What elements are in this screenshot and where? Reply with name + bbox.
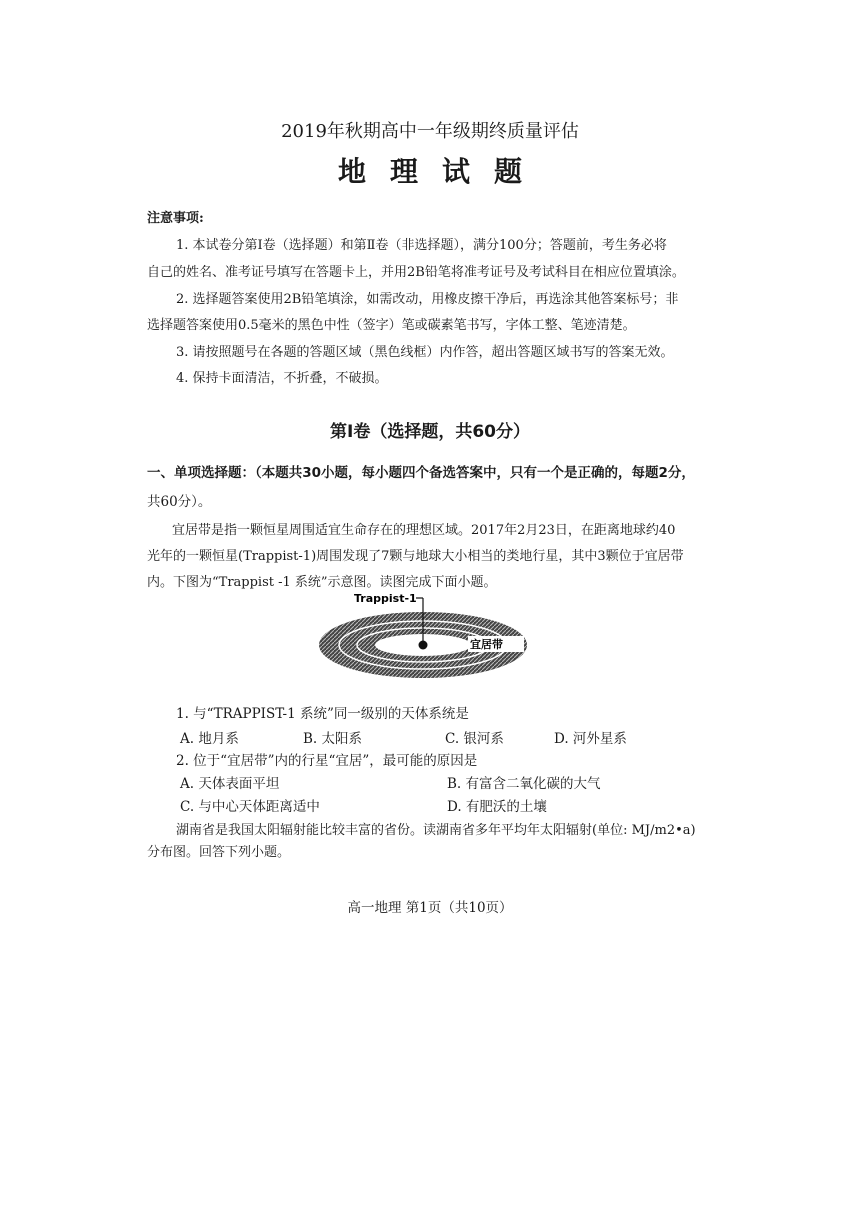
subject-title: 地理试题 [337, 155, 546, 188]
notice-line: 自己的姓名、准考证号填写在答题卡上，并用2B铅笔将准考证号及考试科目在相应位置填涂。 [147, 265, 685, 280]
q2-option-b: B. 有富含二氧化碳的大气 [447, 776, 601, 792]
trappist-diagram [318, 586, 528, 696]
notice-line: 选择题答案使用0.5毫米的黑色中性（签字）笔或碳素笔书写，字体工整、笔迹清楚。 [147, 318, 636, 333]
instruction-text: 一、单项选择题：（本题共30小题，每小题四个备选答案中，只有一个是正确的，每题2分， [147, 465, 695, 481]
passage2-line: 湖南省是我国太阳辐射能比较丰富的省份。读湖南省多年平均年太阳辐射(单位: MJ/m2•a) [176, 823, 696, 838]
notice-line: 3. 请按照题号在各题的答题区域（黑色线框）内作答，超出答题区域书写的答案无效。 [176, 345, 674, 360]
page-footer: 高一地理 第1页（共10页） [347, 900, 513, 916]
q1-option-a: A. 地月系 [180, 731, 239, 747]
exam-title: 2019年秋期高中一年级期终质量评估 [281, 121, 579, 142]
q2-option-a: A. 天体表面平坦 [180, 776, 280, 792]
notice-line: 2. 选择题答案使用2B铅笔填涂，如需改动，用橡皮擦干净后，再选涂其他答案标号；非 [176, 292, 679, 307]
passage-line: 光年的一颗恒星(Trappist-1)周围发现了7颗与地球大小相当的类地行星，其中3颗位于宜居带 [147, 549, 684, 564]
notice-line: 1. 本试卷分第Ⅰ卷（选择题）和第Ⅱ卷（非选择题），满分100分；答题前，考生务必将 [176, 238, 667, 253]
star-label: Trappist-1 [354, 592, 417, 605]
question-2-stem: 2. 位于“宜居带”内的行星“宜居”，最可能的原因是 [176, 753, 478, 769]
passage-line: 内。下图为“Trappist -1 系统”示意图。读图完成下面小题。 [147, 575, 497, 590]
section-instruction-cont: 共60分）。 [147, 494, 212, 510]
section-title: 第Ⅰ卷（选择题，共60分） [330, 422, 530, 442]
q1-option-d: D. 河外星系 [554, 731, 627, 747]
passage-line: 宜居带是指一颗恒星周围适宜生命存在的理想区域。2017年2月23日，在距离地球约40 [172, 523, 676, 538]
q1-option-c: C. 银河系 [445, 731, 504, 747]
section-instruction [147, 461, 695, 481]
q1-option-b: B. 太阳系 [303, 731, 363, 747]
passage2-line: 分布图。回答下列小题。 [147, 845, 291, 860]
notice-heading: 注意事项: [147, 211, 204, 226]
zone-label: 宜居带 [470, 638, 503, 651]
notice-line: 4. 保持卡面清洁，不折叠，不破损。 [176, 371, 388, 386]
q2-option-d: D. 有肥沃的土壤 [447, 799, 547, 815]
question-1-stem: 1. 与“TRAPPIST-1 系统”同一级别的天体系统是 [176, 706, 469, 722]
q2-option-c: C. 与中心天体距离适中 [180, 799, 320, 815]
